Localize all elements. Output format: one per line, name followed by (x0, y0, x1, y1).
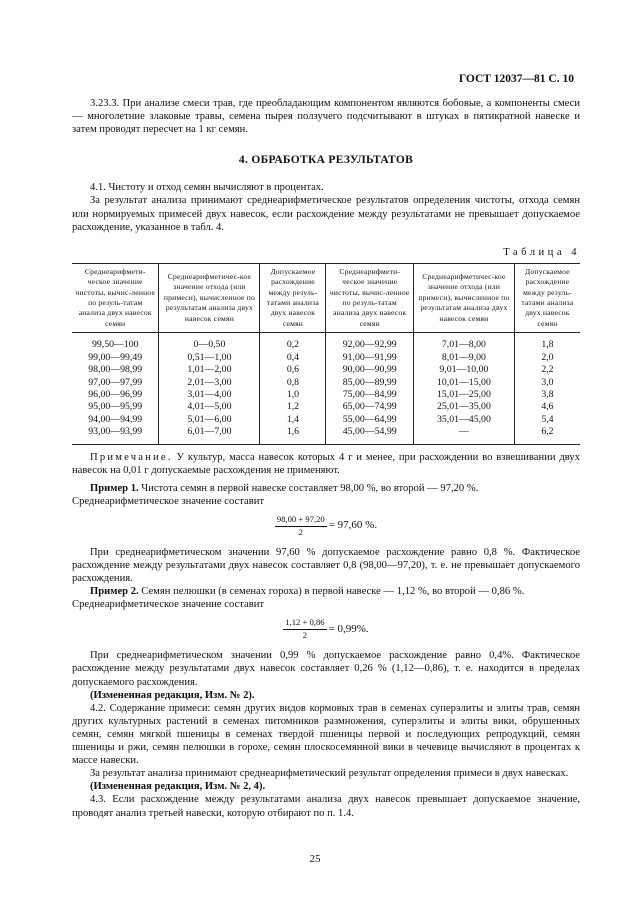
example-2 (72, 585, 580, 598)
table-row (72, 401, 580, 413)
table-cell: 97,00—97,99 (88, 376, 143, 388)
table-cell: 1,2 (260, 401, 326, 413)
table-cell: 7,01—8,00 (413, 333, 514, 352)
paragraph-4-2-b: За результат анализа принимают среднеарифметический результат определения примеси в двух навесках. (90, 768, 569, 780)
formula-2 (72, 617, 580, 641)
table-cell: 0,6 (260, 364, 326, 376)
formula-1-result: = 97,60 %. (328, 519, 378, 532)
edit-note-1-text: (Измененная редакция, Изм. № 2). (90, 689, 255, 701)
page-number: 25 (309, 853, 321, 865)
table-cell: 5,4 (514, 414, 580, 426)
table-header-cell: Среднеарифметичес-кое значение отхода (или примеси), вычисленное по результатам анализа двух навесок семян (159, 263, 260, 332)
note-label: Примечание. (90, 451, 173, 463)
table-cell: 91,00—91,99 (326, 352, 413, 364)
table-header-cell: Среднеарифметичес-кое значение отхода (или примеси), вычисленное по результатам анализа двух навесок семян (413, 263, 514, 332)
table-cell: 1,0 (260, 389, 326, 401)
formula-1 (72, 514, 580, 538)
table-row (72, 352, 580, 364)
table-cell: 93,00—93,99 (72, 426, 159, 444)
table-cell: — (413, 426, 514, 444)
table-cell: 99,00—99,49 (88, 351, 143, 363)
table-cell: 1,6 (260, 426, 326, 444)
edit-note-2 (72, 780, 580, 793)
table-cell: 1,8 (514, 333, 580, 352)
formula-1-denominator: 2 (298, 526, 303, 537)
table-cell: 98,00—98,99 (88, 364, 143, 376)
example-1-label: Пример 1. (90, 482, 139, 494)
document-header: ГОСТ 12037—81 С. 10 (458, 73, 574, 85)
example-1 (72, 482, 580, 495)
table-cell: 0,2 (260, 333, 326, 352)
table-cell: 45,00—54,99 (326, 426, 413, 444)
table-cell: 92,00—92,99 (326, 333, 413, 352)
table-cell: 1,4 (260, 414, 326, 426)
example-2-line-2: Среднеарифметическое значение составит (72, 599, 265, 611)
table-cell: 1,01—2,00 (159, 364, 260, 376)
formula-1-numerator: 98,00 + 97,20 (275, 514, 327, 527)
formula-2-denominator: 2 (302, 630, 308, 641)
table-row (72, 364, 580, 376)
table-cell: 3,01—4,00 (159, 389, 260, 401)
formula-2-result: = 0,99%. (328, 622, 369, 635)
table-caption: Таблица 4 (503, 246, 580, 258)
section-title: 4. ОБРАБОТКА РЕЗУЛЬТАТОВ (238, 154, 414, 167)
table-cell: 9,01—10,00 (413, 364, 514, 376)
paragraph-4-3: 4.3. Если расхождение между результатами анализа двух навесок превышает допускаемое значение, проводят анализ третьей навески, которую отбирают по п. 1.4. (72, 794, 580, 819)
paragraph-4-1: 4.1. Чистоту и отход семян вычисляют в процентах. (90, 182, 324, 194)
table-row (72, 333, 580, 352)
example-2-text: Семян пелюшки (в семенах гороха) в первой навеске — 1,12 %, во второй — 0,86 %. (138, 586, 525, 598)
table-cell: 6,01—7,00 (159, 426, 260, 444)
edit-note-2-text: (Измененная редакция, Изм. № 2, 4). (90, 781, 266, 793)
table-cell: 4,01—5,00 (159, 401, 260, 413)
table-header-row (72, 263, 580, 332)
paragraph-4-1-b: За результат анализа принимают среднеарифметическое результатов определения чистоты, отхода семян или нормируемых примесей двух навесок, если расхождение между результатами не превышает допускаемое расхождение, указанное в табл. 4. (72, 195, 580, 233)
table-note (72, 451, 580, 477)
table-cell: 90,00—90,99 (326, 364, 413, 376)
paragraph-3-23-3: 3.23.3. При анализе смеси трав, где преобладающим компонентом являются бобовые, а компоненты смеси — многолетние злаковые травы, семена пырея ползучего подсчитывают в штуках в пятикратной навеске и затем проводят пересчет на 1 кг семян. (72, 98, 580, 136)
table-cell: 10,01—15,00 (413, 377, 514, 389)
table-cell: 6,2 (514, 426, 580, 444)
table-cell: 0,4 (260, 352, 326, 364)
table-cell: 0,51—1,00 (159, 352, 260, 364)
paragraph-4-2: 4.2. Содержание примеси: семян других видов кормовых трав в семенах суперэлиты и элиты трав, семян других культурных растений в семенах питомников размножения, суперэлиты и элиты вики, обрушенных семян, семян мягкой пшеницы в семенах твердой пшеницы первой и последующих репродукций, семян пшеницы и ржи, семян пелюшки в горохе, семян плоскосемянной вики в чечевице вычисляют в процентах к массе навески. (72, 702, 580, 767)
table-cell: 15,01—25,00 (413, 389, 514, 401)
table-row (72, 389, 580, 401)
table-cell: 65,00—74,99 (326, 401, 413, 413)
table-cell: 2,0 (514, 352, 580, 364)
example-2-conclusion: При среднеарифметическом значении 0,99 % допускаемое расхождение равно 0,4%. Фактическое расхождение между результатами двух навесок составляет 0,26 % (1,12—0,86), т. е. находится в пределах допускаемого расхождения. (72, 650, 580, 688)
formula-2-fraction (283, 617, 326, 641)
table-cell: 95,00—95,99 (88, 401, 143, 413)
example-2-label: Пример 2. (90, 586, 139, 598)
table-header-cell: Допускаемое расхождение между резуль-татами анализа двух навесок семян (260, 263, 326, 332)
example-1-line-2: Среднеарифметическое значение составит (72, 495, 265, 507)
table-cell: 3,0 (514, 377, 580, 389)
formula-1-fraction (275, 514, 327, 538)
table-cell: 5,01—6,00 (159, 414, 260, 426)
table-4 (72, 263, 580, 445)
table-cell: 3,8 (514, 389, 580, 401)
table-cell: 75,00—84,99 (326, 389, 413, 401)
table-cell: 85,00—89,99 (326, 377, 413, 389)
note-text: У культур, масса навесок которых 4 г и менее, при расхождении во взвешивании двух навесок на 0,01 г допускаемые расхождения не применяют. (72, 451, 580, 476)
table-header-cell: Допускаемое расхождение между резуль-татами анализа двух навесок семян (514, 263, 580, 332)
example-1-conclusion: При среднеарифметическом значении 97,60 % допускаемое расхождение равно 0,8 %. Фактическое расхождение между результатами двух навесок составляет 0,8 (98,00—97,20), т. е. не превышает допускаемого расхождения. (72, 546, 580, 585)
example-1-text: Чистота семян в первой навеске составляет 98,00 %, во второй — 97,20 %. (138, 482, 479, 494)
table-cell: 94,00—94,99 (88, 413, 143, 425)
table-header-cell: Среднеарифмети-ческое значение чистоты, вычис-ленное по резуль-татам анализа двух навесок семян (72, 263, 159, 332)
table-cell: 25,01—35,00 (413, 401, 514, 413)
table-cell: 2,01—3,00 (159, 377, 260, 389)
table-cell: 8,01—9,00 (413, 352, 514, 364)
table-cell: 0—0,50 (159, 333, 260, 352)
table-cell: 35,01—45,00 (413, 414, 514, 426)
table-cell: 4,6 (514, 401, 580, 413)
table-cell: 96,00—96,99 (88, 388, 143, 400)
table-cell: 55,00—64,99 (326, 414, 413, 426)
formula-2-numerator: 1,12 + 0,86 (283, 617, 326, 630)
edit-note-1 (72, 689, 580, 702)
table-cell: 99,50—100 (91, 339, 139, 351)
table-row (72, 377, 580, 389)
table-row (72, 426, 580, 444)
table-cell: 0,8 (260, 377, 326, 389)
table-row (72, 414, 580, 426)
body-text (72, 97, 580, 820)
table-header-cell: Среднеарифмети-ческое значение чистоты, вычис-ленное по резуль-татам анализа двух навесок семян (326, 263, 413, 332)
table-cell: 2,2 (514, 364, 580, 376)
